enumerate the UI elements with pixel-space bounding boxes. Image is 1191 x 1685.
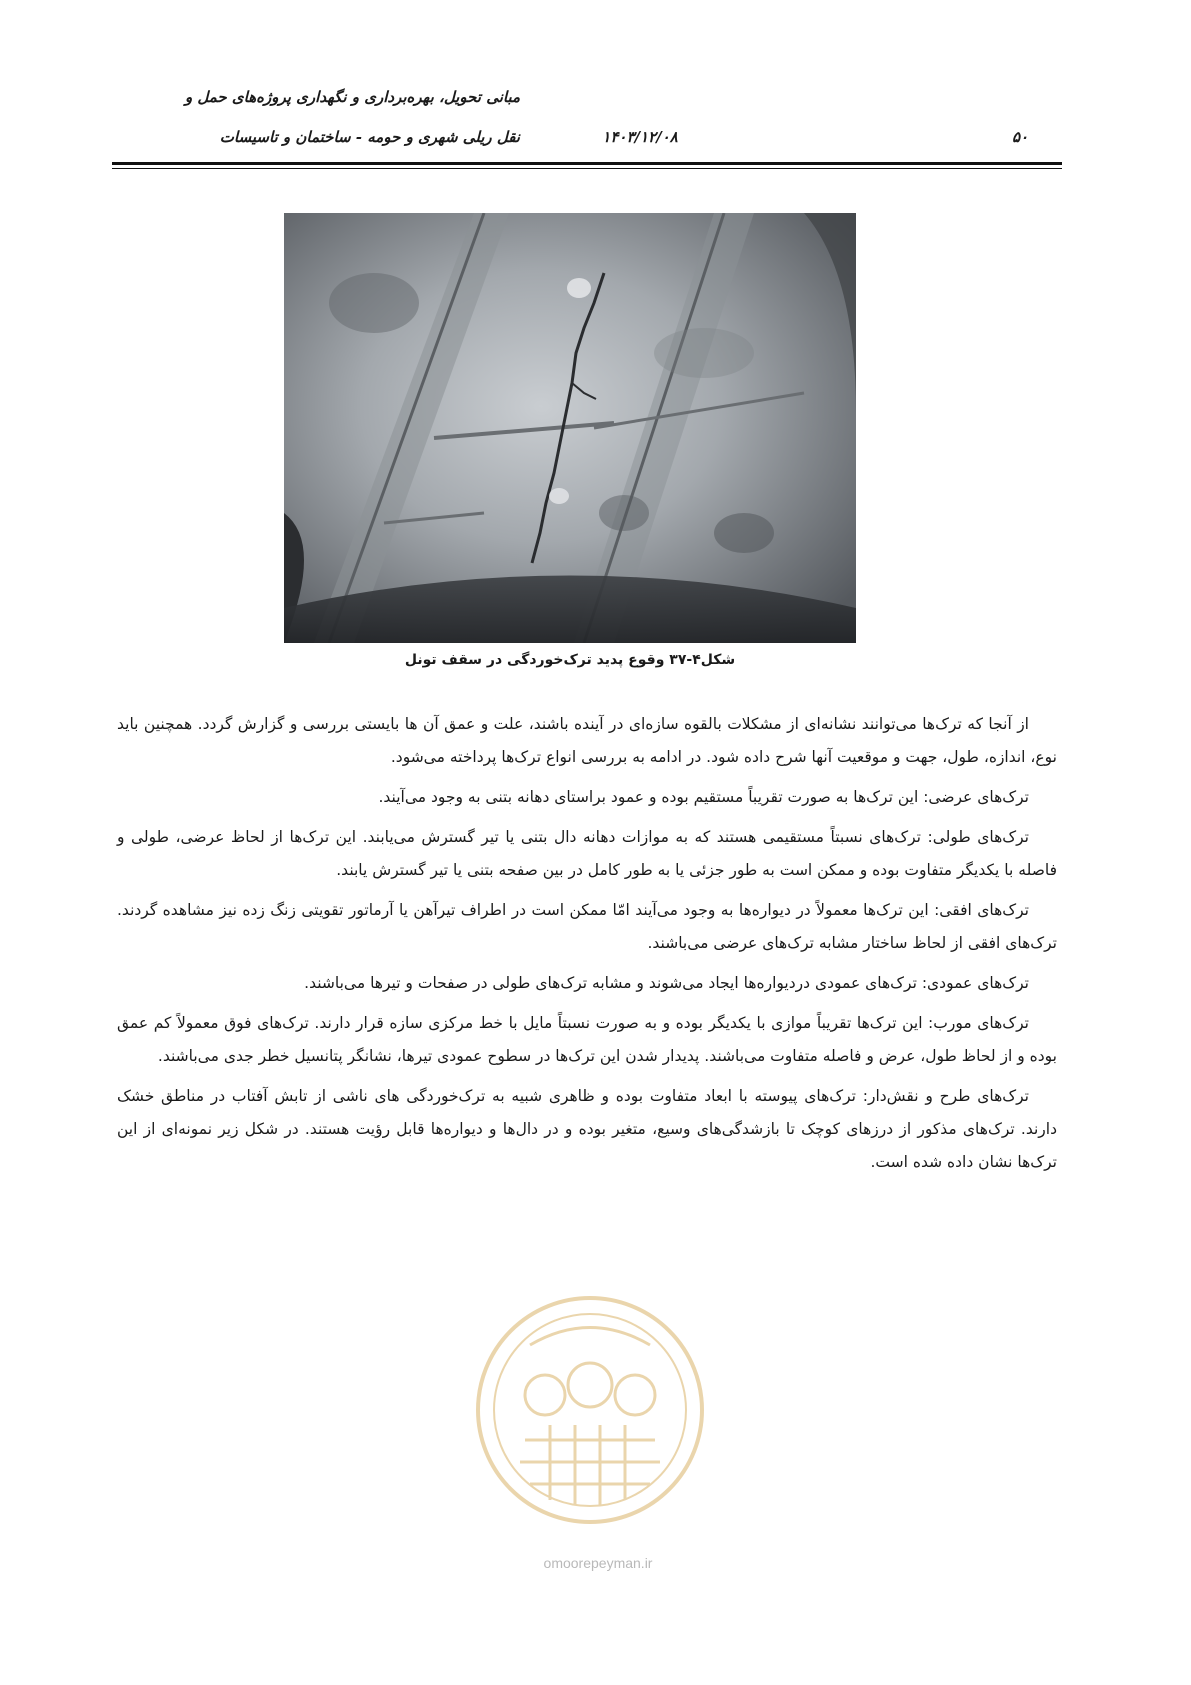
header-title-line2: نقل ریلی شهری و حومه - ساختمان و تاسیسات — [219, 128, 520, 146]
paragraph-longitudinal-cracks: ترک‌های طولی: ترک‌های نسبتاً مستقیمی هستند که به موازات دهانه دال بتنی یا تیر گسترش می‌یابند. این ترک‌ها از لحاظ عرضی، طولی و فاصله با یکدیگر متفاوت بوده و ممکن است به طور جزئی یا به طور کامل در بین صفحه بتنی یا تیر گسترش یابند. — [117, 828, 1057, 879]
header-title-line1: مبانی تحویل، بهره‌برداری و نگهداری پروژه‌های حمل و — [184, 88, 520, 106]
paragraph-horizontal-cracks: ترک‌های افقی: این ترک‌ها معمولاً در دیواره‌ها به وجود می‌آیند امّا ممکن است در اطراف تیرآهن یا آرماتور تقویتی زنگ زده نیز مشاهده گردند. ترک‌های افقی از لحاظ ساختار مشابه ترک‌های عرضی می‌باشند. — [117, 901, 1057, 952]
watermark-seal — [470, 1290, 710, 1535]
page-number: ۵۰ — [1011, 128, 1029, 146]
paragraph-vertical-cracks: ترک‌های عمودی: ترک‌های عمودی دردیواره‌ها ایجاد می‌شوند و مشابه ترک‌های طولی در صفحات و تیرها می‌باشند. — [304, 974, 1029, 992]
tunnel-ceiling-photo — [284, 213, 856, 643]
paragraph-diagonal-cracks: ترک‌های مورب: این ترک‌ها تقریباً موازی با یکدیگر بوده و به صورت نسبتاً مایل با خط مرکزی سازه قرار دارند. ترک‌های فوق معمولاً کم عمق بوده و از لحاظ طول، عرض و فاصله متفاوت می‌باشند. پدیدار شدن این ترک‌ها در سطوح عمودی تیرها، نشانگر پتانسیل خطر جدی می‌باشند. — [117, 1014, 1057, 1065]
paragraph-transverse-cracks: ترک‌های عرضی: این ترک‌ها به صورت تقریباً مستقیم بوده و عمود براستای دهانه بتنی به وجود می‌آیند. — [378, 788, 1029, 806]
paragraph-intro: از آنجا که ترک‌ها می‌توانند نشانه‌ای از مشکلات بالقوه سازه‌ای در آینده باشند، علت و عمق آن ها بایستی بررسی و گزارش گردد. همچنین باید نوع، اندازه، طول، جهت و موقعیت آنها شرح داده شود. در ادامه به بررسی انواع ترک‌ها پرداخته می‌شود. — [117, 715, 1057, 766]
body-text — [117, 708, 1057, 1186]
figure-caption: شکل۴-۳۷ وقوع پدید ترک‌خوردگی در سقف تونل — [404, 652, 736, 668]
paragraph-pattern-cracks: ترک‌های طرح و نقش‌دار: ترک‌های پیوسته با ابعاد متفاوت بوده و ظاهری شبیه به ترک‌خوردگی های ناشی از تابش آفتاب در مناطق خشک دارند. ترک‌های مذکور از درزهای کوچک تا بازشدگی‌های وسیع، متغیر بوده و در دال‌ها و دیواره‌ها قابل رؤیت هستند. در شکل زیر نمونه‌ای از این ترک‌ها نشان داده شده است. — [117, 1087, 1057, 1171]
watermark-url: omoorepeyman.ir — [543, 1555, 653, 1571]
header-date: ۱۴۰۳/۱۲/۰۸ — [602, 128, 678, 146]
header-rule-thick — [112, 162, 1062, 165]
header-rule-thin — [112, 168, 1062, 169]
